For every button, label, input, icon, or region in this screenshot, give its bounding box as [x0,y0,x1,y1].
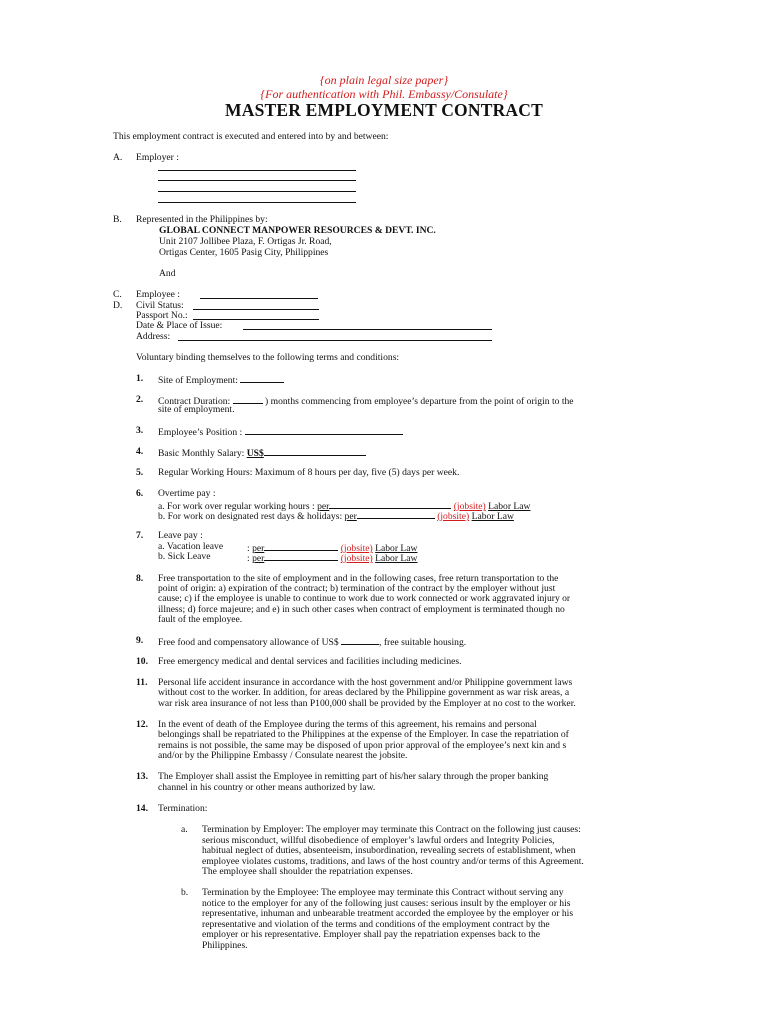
agency-address-2: Ortigas Center, 1605 Pasig City, Philippines [159,247,329,258]
vacation-leave-value: : per (jobsite) Labor Law [247,543,418,554]
party-a-letter: A. [113,152,123,163]
term-8-line-2: point of origin: a) expiration of the contract; b) termination of the contract by the employer without just [158,583,556,594]
party-b-letter: B. [113,214,122,225]
term-7-number: 7. [136,530,144,541]
term-3-number: 3. [136,425,144,436]
civil-status-line[interactable] [193,309,319,310]
sick-leave: b. Sick Leave [158,551,211,562]
termination-b-line-5: employer or his representative. Employer shall pay the repatriation expenses back to the [202,929,541,940]
termination-a-letter: a. [181,824,188,835]
term-14-number: 14. [136,803,148,814]
term-2-line-2: site of employment. [158,404,235,415]
sick-leave-value: : per (jobsite) Labor Law [247,553,418,564]
employer-label: Employer : [136,152,179,163]
term-4-text: Basic Monthly Salary: US$ [158,446,654,459]
date-place-label: Date & Place of Issue: [136,320,223,331]
date-place-line[interactable] [243,329,492,330]
employer-line-1[interactable] [158,170,356,171]
term-5-text: Regular Working Hours: Maximum of 8 hours per day, five (5) days per week. [158,467,460,478]
term-10-number: 10. [136,656,148,667]
vacation-leave: a. Vacation leave [158,541,224,552]
term-8-line-4: illness; d) force majeure; and e) in such other cases when contract of employment is terminated though no [158,604,565,615]
term-13-line-2: channel in his country or other means authorized by law. [158,782,376,793]
termination-a-line-1: Termination by Employer: The employer may terminate this Contract on the following just causes: [202,824,581,835]
term-12-line-1: In the event of death of the Employee during the terms of this agreement, his remains and personal [158,719,537,730]
paper-size-note: {on plain legal size paper} [319,73,449,87]
term-4-number: 4. [136,446,144,457]
term-8-line-1: Free transportation to the site of employment and in the following cases, free return transportation to the [158,573,559,584]
intro-text: This employment contract is executed and entered into by and between: [113,131,389,142]
term-11-line-3: war risk area insurance of not less than P100,000 shall be provided by the Employer at no cost to the worker. [158,698,576,709]
term-9-text: Free food and compensatory allowance of US$ , free suitable housing. [158,637,467,648]
civil-status-label: Civil Status: [136,300,184,311]
term-8-number: 8. [136,573,144,584]
overtime-rest-days: b. For work on designated rest days & holidays: per (jobsite) Labor Law [158,511,514,522]
termination-b-line-6: Philippines. [202,940,248,951]
address-label: Address: [136,331,171,342]
party-d-letter: D. [113,300,123,311]
term-13-number: 13. [136,771,148,782]
termination-b-line-1: Termination by the Employee: The employee may terminate this Contract without serving any [202,887,564,898]
term-3-text: Employee’s Position : [158,425,654,438]
term-7-text: Leave pay : [158,530,203,541]
term-1-text: Site of Employment: [158,373,654,386]
authentication-note: {For authentication with Phil. Embassy/Consulate} [260,87,508,101]
employer-line-4[interactable] [158,202,356,203]
page-title: MASTER EMPLOYMENT CONTRACT [225,100,543,120]
term-9-number: 9. [136,635,144,646]
term-8-line-3: cause; c) if the employee is unable to continue to work due to work connected or work aggravated injury or [158,593,571,604]
termination-b-line-4: representative and violation of the terms and conditions of the employment contract by the [202,919,550,930]
binding-text: Voluntary binding themselves to the following terms and conditions: [136,352,400,363]
term-11-line-1: Personal life accident insurance in accordance with the host government and/or Philippine government laws [158,677,573,688]
term-12-line-4: and/or by the Philippine Embassy / Consulate nearest the jobsite. [158,750,408,761]
term-5-number: 5. [136,467,144,478]
termination-b-letter: b. [181,887,189,898]
address-line[interactable] [178,340,492,341]
agency-address-1: Unit 2107 Jollibee Plaza, F. Ortigas Jr. Road, [159,236,332,247]
term-6-number: 6. [136,488,144,499]
passport-label: Passport No.: [136,310,188,321]
agency-name: GLOBAL CONNECT MANPOWER RESOURCES & DEVT. INC. [159,225,436,236]
term-6-text: Overtime pay : [158,488,216,499]
termination-b-line-3: representative, inhuman and unbearable treatment accorded the employee by the employer or his [202,908,574,919]
overtime-regular: a. For work over regular working hours : per (jobsite) Labor Law [158,501,531,512]
termination-a-line-2: serious misconduct, willful disobedience of employer’s lawful orders and Integrity Policies, [202,835,555,846]
term-13-line-1: The Employer shall assist the Employee in remitting part of his/her salary through the proper banking [158,771,549,782]
term-1-number: 1. [136,373,144,384]
term-2-line-1: Contract Duration: ) months commencing from employee’s departure from the point of origin to the [158,396,574,407]
term-14-text: Termination: [158,803,208,814]
represented-label: Represented in the Philippines by: [136,214,268,225]
employee-line[interactable] [200,298,318,299]
term-10-text: Free emergency medical and dental services and facilities including medicines. [158,656,462,667]
termination-a-line-5: The employee shall shoulder the repatriation expenses. [202,866,413,877]
term-2-number: 2. [136,394,144,405]
employee-label: Employee : [136,289,180,300]
employer-line-2[interactable] [158,180,356,181]
termination-a-line-4: employee violates customs, traditions, and laws of the host country and/or terms of this Agreement. [202,856,584,867]
termination-b-line-2: notice to the employer for any of the following just causes: serious insult by the employer or his [202,898,571,909]
term-12-number: 12. [136,719,148,730]
party-c-letter: C. [113,289,122,300]
term-12-line-3: remains is not possible, the same may be disposed of upon prior approval of the employee’s next kin and s [158,740,567,751]
and-text: And [159,268,176,279]
term-11-line-2: without cost to the worker. In addition, for areas declared by the Philippine government as war risk areas, a [158,687,570,698]
term-11-number: 11. [136,677,148,688]
term-8-line-5: fault of the employee. [158,614,243,625]
termination-a-line-3: habitual neglect of duties, absenteeism, insubordination, revealing secrets of establishment, when [202,845,576,856]
employer-line-3[interactable] [158,191,356,192]
term-12-line-2: belongings shall be repatriated to the Philippines at the expense of the Employer. In case the repatriation of [158,729,569,740]
